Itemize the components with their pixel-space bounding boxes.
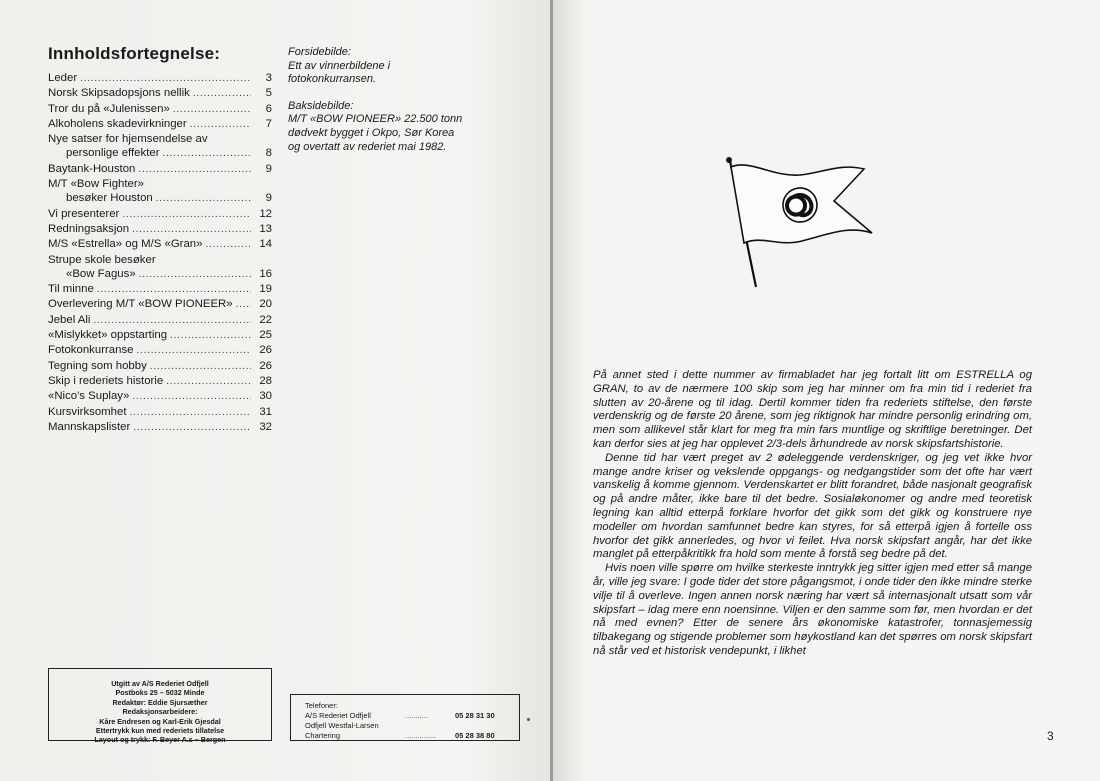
toc-entry [48,132,272,146]
toc-leader-dots [170,328,251,343]
toc-entry-title: Strupe skole besøker [48,253,156,266]
toc-entry [48,162,272,177]
colophon-line: Ettertrykk kun med rederiets tillatelse [95,726,225,736]
toc-entry-page: 32 [259,420,272,433]
toc-leader-dots [156,191,251,206]
phone-row [305,721,519,731]
phone-name: A/S Rederiet Odfjell [305,711,371,720]
toc-entry [48,343,272,358]
toc-leader-dots [93,313,251,328]
toc-entry-title: «Bow Fagus» [66,267,136,280]
toc-leader-dots [80,71,251,86]
cover-notes [288,46,503,167]
toc-entry-page: 9 [265,192,272,205]
toc-entry-title: besøker Houston [66,192,153,205]
toc-leader-dots [133,420,251,435]
toc-entry [48,146,272,161]
phone-row [305,711,519,721]
toc-entry-title: Fotokonkurranse [48,344,134,357]
back-cover-text-3: og overtatt av rederiet mai 1982. [288,140,447,153]
toc-entry-title: Mannskapslister [48,420,131,433]
toc-entry [48,328,272,343]
toc-leader-dots [136,343,251,358]
toc-entry-page: 22 [259,313,272,326]
phone-number: 05 28 38 80 [455,731,495,740]
phone-name: Chartering [305,731,341,740]
toc-entry-title: Skip i rederiets historie [48,374,164,387]
toc-leader-dots [150,359,251,374]
toc-entry-title: Kursvirksomhet [48,405,127,418]
phone-box [290,694,520,741]
toc-entry-title: Tegning som hobby [48,359,147,372]
right-page [553,0,1100,781]
front-cover-label: Forsidebilde: [288,46,351,58]
toc-entry-title: Redningsaksjon [48,222,130,235]
toc-leader-dots [132,222,251,237]
toc-entry [48,71,272,86]
toc-entry-page: 20 [259,298,272,311]
toc-entry [48,207,272,222]
toc-leader-dots [139,267,251,282]
toc-entry-title: M/T «Bow Fighter» [48,178,145,191]
toc-entry-title: Til minne [48,283,94,296]
toc-entry-page: 8 [265,147,272,160]
back-cover-label: Baksidebilde: [288,99,354,112]
toc-leader-dots [122,207,251,222]
toc-entry-title: Overlevering M/T «BOW PIONEER» [48,298,233,311]
toc-leader-dots [173,102,251,117]
toc-entry-title: Vi presenterer [48,207,120,220]
toc-entry-title: Nye satser for hjemsendelse av [48,133,208,146]
toc-leader-dots [138,162,251,177]
toc-entry [48,267,272,282]
toc-entry-title: Alkoholens skadevirkninger [48,117,187,130]
colophon-line: Postboks 25 – 5032 Minde [115,688,205,698]
toc-entry-title: personlige effekter [66,147,160,160]
phone-name: Odfjell Westfal-Larsen [305,721,379,730]
toc-entry-page: 26 [259,344,272,357]
toc-entry-page: 31 [259,405,272,418]
toc-entry-page: 13 [259,222,272,235]
front-cover-text-2: fotokonkurransen. [288,73,377,86]
toc-entry-title: Tror du på «Julenissen» [48,102,170,115]
toc-entry-title: «Nico's Suplay» [48,390,130,403]
toc-entry-page: 6 [265,102,272,115]
colophon-box [48,668,272,745]
toc-entry [48,177,272,191]
toc-entry-title: «Mislykket» oppstarting [48,329,168,342]
toc-entry-title: Baytank-Houston [48,162,136,175]
toc-entry [48,86,272,101]
toc-entry [48,191,272,206]
phone-label: Telefoner: [305,701,338,710]
toc-entry-page: 26 [259,359,272,372]
toc-entry [48,313,272,328]
toc-entry-page: 12 [259,207,272,220]
toc-entry-page: 14 [259,238,272,251]
article-paragraph: På annet sted i dette nummer av firmabladet har jeg fortalt litt om ESTRELLA og GRAN, to av de nærmere 100 skip som jeg har minner om fra min tid i rederiet fra slutten av 20-årene og til idag. Dertil kommer tiden fra rederiets stiftelse, den første verdenskrig og de første 20 årene, som jeg riktignok har mindre personlig erindring om, men som allikevel står klart for meg fra min fars muntlige og skriftlige beretninger. Det kan derfor sies at jeg har opplevet 2/3-dels århundrede av norsk skipsfartshistorie. [593,369,1032,450]
toc-entry [48,297,272,312]
article [593,369,1032,659]
toc-leader-dots [132,389,251,404]
colophon-line: Kåre Endresen og Karl-Erik Gjesdal [99,716,221,726]
article-paragraph: Denne tid har vært preget av 2 ødeleggende verdenskriger, og jeg vet ikke hvor mange andre kriser og vekslende oppgangs- og nedgangstider som det ofte har vært vanskelig å komme gjennom. Verdenskartet er blitt forandret, både nasjonalt geografisk og på andre måter, ikke bare til det bedre. Sosialøkonomer og andre med teoretisk legning kan alltid etterpå forklare hvorfor det gikk som det gikk og konstruere nye modeller om hvordan samfunnet bedre kan styres, for så etterpå igjen å fortelle oss hvorfor det gikk annerledes, og hvor vi feilet. Hva norsk skipsfart angår, har det ikke manglet på etterpåkritikk fra hold som mente å forstå seg bedre på det. [593,451,1032,561]
toc-leader-dots [193,86,251,101]
table-of-contents [48,71,272,435]
toc-entry-page: 5 [265,87,272,100]
toc-entry-page: 28 [259,374,272,387]
toc-entry-title: Norsk Skipsadopsjons nellik [48,87,190,100]
toc-entry-title: M/S «Estrella» og M/S «Gran» [48,238,203,251]
odfjell-house-flag-icon [722,155,882,295]
toc-entry-page: 16 [259,267,272,280]
toc-entry [48,405,272,420]
toc-entry-page: 9 [265,162,272,175]
colophon-line: Utgitt av A/S Rederiet Odfjell [111,679,209,688]
toc-entry [48,282,272,297]
toc-leader-dots [130,405,252,420]
article-paragraph: Hvis noen ville spørre om hvilke sterkeste inntrykk jeg sitter igjen med etter så mange år, ville jeg svare: I gode tider det store pågangsmot, i onde tider den ikke mindre sterke vilje til å overleve. Ingen annen norsk næring har vært så internasjonalt utsatt som vår skipsfart – idag mere enn noensinne. Viljen er den samme som før, men hvordan er det nå med evnen? Etter de senere års økonomiske katastrofer, tonnasjemessig tilbakegang og stigende problemer som høykostland kan det spørres om norsk skipsfart nå står ved et historisk vendepunkt, i likhet [593,562,1032,657]
toc-entry [48,222,272,237]
toc-entry [48,253,272,267]
toc-entry-page: 7 [265,117,272,130]
toc-leader-dots [205,237,251,252]
toc-entry [48,117,272,132]
toc-entry-page: 25 [259,329,272,342]
phone-number: 05 28 31 30 [455,711,495,720]
toc-leader-dots [166,374,251,389]
colophon-line: Redaksjonsarbeidere: [122,707,198,717]
back-cover-text-1: M/T «BOW PIONEER» 22.500 tonn [288,113,463,126]
toc-entry-title: Leder [48,72,78,84]
front-cover-text-1: Ett av vinnerbildene i [288,59,391,72]
toc-entry-page: 19 [259,283,272,296]
phone-row [305,731,519,741]
phone-dots: ............... [405,731,437,740]
toc-entry [48,374,272,389]
toc-entry [48,359,272,374]
toc-leader-dots [163,146,251,161]
colophon-line: Layout og trykk: F. Beyer A.s – Bergen [94,735,226,745]
toc-title: Innholdsfortegnelse: [48,44,221,63]
toc-entry-page: 30 [259,390,272,403]
toc-leader-dots [190,117,251,132]
toc-leader-dots [236,297,251,312]
toc-entry-title: Jebel Ali [48,313,91,326]
page-number: 3 [1047,729,1054,743]
colophon-line: Redaktør: Eddie Sjursæther [112,697,208,707]
toc-entry [48,237,272,252]
phone-dots: ........... [405,711,428,720]
print-speck [527,718,530,721]
toc-entry [48,389,272,404]
toc-leader-dots [97,282,251,297]
toc-entry [48,102,272,117]
back-cover-text-2: dødvekt bygget i Okpo, Sør Korea [288,126,455,139]
toc-entry [48,420,272,435]
toc-entry-page: 3 [265,72,272,84]
